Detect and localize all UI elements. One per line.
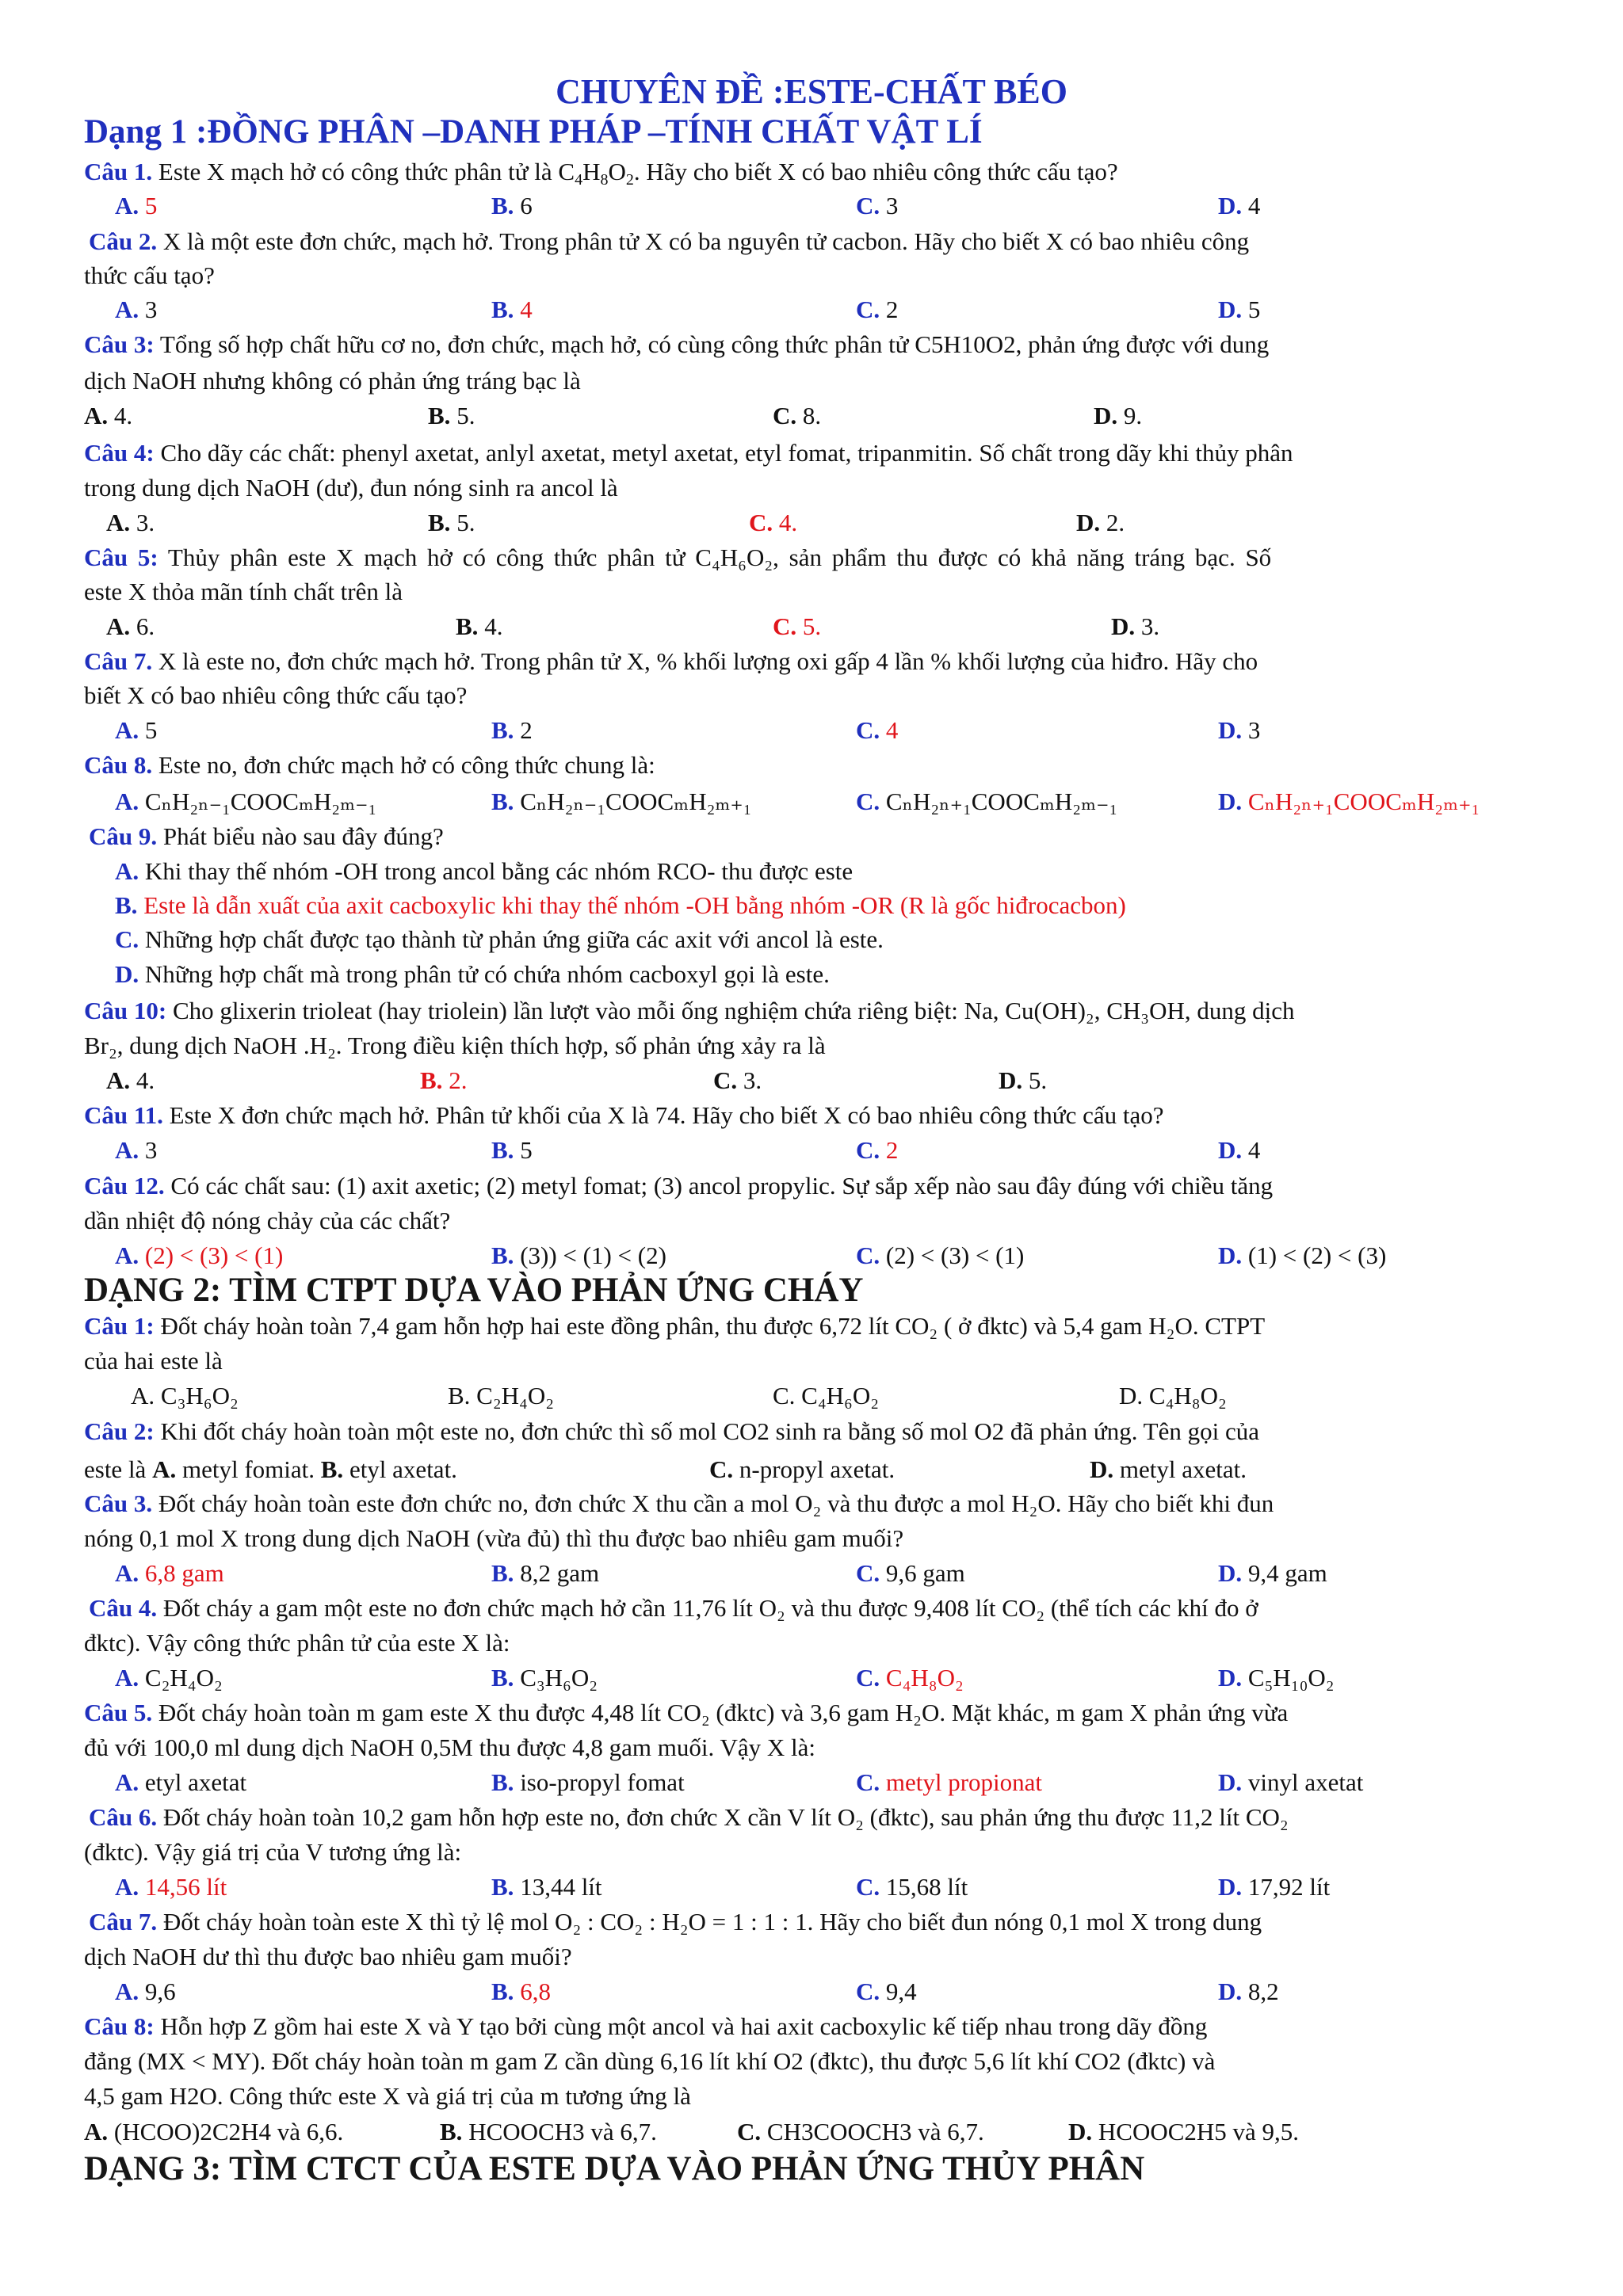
question-4: Câu 4: Cho dãy các chất: phenyl axetat, anlyl axetat, metyl axetat, etyl fomat, tripanmitin. Số chất trong dãy khi thủy phân: [84, 439, 1293, 467]
options-row: [0, 1238, 1623, 1272]
option-b: B. 13,44 lít: [491, 1873, 602, 1901]
option-c: C. C₄H₆O₂: [773, 1382, 880, 1409]
question-5-cont: este X thỏa mãn tính chất trên là: [84, 578, 403, 605]
options-row: [0, 292, 1623, 326]
option-c: C. metyl propionat: [856, 1768, 1043, 1796]
options-row: [0, 713, 1623, 747]
question-10-cont: Br₂, dung dịch NaOH .H₂. Trong điều kiện thích hợp, số phản ứng xảy ra là: [84, 1032, 826, 1059]
d2-question-6-cont: (đktc). Vậy giá trị của V tương ứng là:: [84, 1838, 462, 1866]
question-label: Câu 1.: [84, 158, 153, 185]
d2-question-8: Câu 8: Hỗn hợp Z gồm hai este X và Y tạo bởi cùng một ancol và hai axit cacboxylic kế tiếp nhau trong dãy đồng: [84, 2012, 1208, 2040]
option-c: C. 2: [856, 296, 899, 323]
option-a: este là A. metyl fomiat. B. etyl axetat.: [84, 1455, 457, 1483]
option-b: B. 2.: [420, 1066, 468, 1094]
question-4-cont: trong dung dịch NaOH (dư), đun nóng sinh ra ancol là: [84, 474, 618, 502]
option-a: A. 9,6: [115, 1978, 176, 2005]
option-d: D. (1) < (2) < (3): [1218, 1241, 1387, 1269]
option-c: C. 4: [856, 716, 899, 744]
d2-question-3: Câu 3. Đốt cháy hoàn toàn este đơn chức no, đơn chức X thu cần a mol O₂ và thu được a mol H₂O. Hãy cho biết khi đun: [84, 1489, 1274, 1517]
option-a: A. etyl axetat: [115, 1768, 247, 1796]
option-d: D. vinyl axetat: [1218, 1768, 1364, 1796]
option-d: D. 17,92 lít: [1218, 1873, 1331, 1901]
option-c: C. 15,68 lít: [856, 1873, 968, 1901]
options-row: [0, 1661, 1623, 1695]
d2-question-4-cont: đktc). Vậy công thức phân tử của este X là:: [84, 1629, 510, 1657]
option-c: C. 4.: [749, 509, 798, 536]
statement-a: A. Khi thay thế nhóm -OH trong ancol bằng các nhóm RCO- thu được este: [115, 857, 854, 885]
option-c: C. (2) < (3) < (1): [856, 1241, 1025, 1269]
options-row: [0, 505, 1623, 540]
option-c: C. 9,6 gam: [856, 1559, 965, 1587]
option-a: A. 3: [115, 1136, 158, 1164]
option-a: A. 3.: [106, 509, 155, 536]
option-d: D. 9,4 gam: [1218, 1559, 1327, 1587]
option-a: A. 4.: [106, 1066, 155, 1094]
d2-question-8-cont: đẳng (MX < MY). Đốt cháy hoàn toàn m gam Z cần dùng 6,16 lít khí O2 (đktc), thu được 5,6 lít khí CO2 (đktc) và: [84, 2047, 1216, 2075]
option-c: C. 8.: [773, 402, 822, 429]
d2-question-7-cont: dịch NaOH dư thì thu được bao nhiêu gam muối?: [84, 1943, 572, 1970]
option-a: A. (2) < (3) < (1): [115, 1241, 284, 1269]
question-3: Câu 3: Tổng số hợp chất hữu cơ no, đơn chức, mạch hở, có cùng công thức phân tử C5H10O2, phản ứng được với dung: [84, 330, 1270, 358]
d2-question-2: Câu 2: Khi đốt cháy hoàn toàn một este no, đơn chức thì số mol CO2 sinh ra bằng số mol O2 đã phản ứng. Tên gọi của: [84, 1417, 1259, 1445]
option-a: A. 5: [115, 716, 158, 744]
option-a: A. 6.: [106, 612, 155, 640]
question-3-cont: dịch NaOH nhưng không có phản ứng tráng bạc là: [84, 367, 581, 395]
d2-question-5: Câu 5. Đốt cháy hoàn toàn m gam este X thu được 4,48 lít CO₂ (đktc) và 3,6 gam H₂O. Mặt khác, m gam X phản ứng vừa: [84, 1699, 1289, 1726]
option-c: C. CH3COOCH3 và 6,7.: [737, 2118, 984, 2145]
d2-question-1-cont: của hai este là: [84, 1347, 223, 1375]
question-2-cont: thức cấu tạo?: [84, 261, 215, 289]
options-row: [0, 609, 1623, 643]
option-b: B. 2: [491, 716, 533, 744]
d2-question-5-cont: đủ với 100,0 ml dung dịch NaOH 0,5M thu được 4,8 gam muối. Vậy X là:: [84, 1733, 815, 1761]
options-row: [0, 1379, 1623, 1413]
option-b: B. 8,2 gam: [491, 1559, 600, 1587]
question-2: Câu 2. X là một este đơn chức, mạch hở. Trong phân tử X có ba nguyên tử cacbon. Hãy cho biết X có bao nhiêu công: [89, 227, 1250, 255]
option-a: A. (HCOO)2C2H4 và 6,6.: [84, 2118, 344, 2145]
option-a: A. 5: [115, 192, 158, 219]
question-9: Câu 9. Phát biểu nào sau đây đúng?: [89, 822, 444, 850]
d2-question-8-cont2: 4,5 gam H2O. Công thức este X và giá trị của m tương ứng là: [84, 2082, 691, 2110]
options-row: [0, 1870, 1623, 1904]
options-row: [0, 1063, 1623, 1097]
option-d: D. 4: [1218, 1136, 1261, 1164]
option-c: C. 3.: [713, 1066, 762, 1094]
d2-question-2-options: [0, 1452, 1623, 1486]
question-10: Câu 10: Cho glixerin trioleat (hay triolein) lần lượt vào mỗi ống nghiệm chứa riêng biệt: Na, Cu(OH)₂, CH₃OH, dung dịch: [84, 997, 1295, 1024]
statement-c: C. Những hợp chất được tạo thành từ phản ứng giữa các axit với ancol là este.: [115, 925, 884, 953]
option-b: B. 6: [491, 192, 533, 219]
d2-question-4: Câu 4. Đốt cháy a gam một este no đơn chức mạch hở cần 11,76 lít O₂ và thu được 9,408 lít CO₂ (thể tích các khí đo ở: [89, 1594, 1258, 1622]
option-d: D. 4: [1218, 192, 1261, 219]
option-b: B. 4: [491, 296, 533, 323]
option-b: B. HCOOCH3 và 6,7.: [440, 2118, 657, 2145]
option-d: D. HCOOC2H5 và 9,5.: [1068, 2118, 1300, 2145]
option-c: C. 9,4: [856, 1978, 917, 2005]
option-a: A. CₙH₂ₙ₋₁COOCₘH₂ₘ₋₁: [115, 788, 377, 815]
question-12-cont: dần nhiệt độ nóng chảy của các chất?: [84, 1207, 451, 1234]
question-1: Câu 1. Este X mạch hở có công thức phân tử là $C_4H_8O_2$. Hãy cho biết X có bao nhiêu công thức cấu tạo?: [84, 158, 1118, 189]
d2-question-1: Câu 1: Đốt cháy hoàn toàn 7,4 gam hỗn hợp hai este đồng phân, thu được 6,72 lít CO₂ ( ở đktc) và 5,4 gam H₂O. CTPT: [84, 1312, 1266, 1340]
option-d: D. CₙH₂ₙ₊₁COOCₘH₂ₘ₊₁: [1218, 788, 1480, 815]
option-d: D. 8,2: [1218, 1978, 1279, 2005]
d2-question-7: Câu 7. Đốt cháy hoàn toàn este X thì tỷ lệ mol O₂ : CO₂ : H₂O = 1 : 1 : 1. Hãy cho biết đun nóng 0,1 mol X trong dung: [89, 1908, 1262, 1936]
option-b: B. 5.: [428, 509, 475, 536]
statement-b: B. Este là dẫn xuất của axit cacboxylic khi thay thế nhóm -OH bằng nhóm -OR (R là gốc hiđrocacbon): [115, 891, 1126, 919]
option-a: A. C₂H₄O₂: [115, 1664, 223, 1691]
option-d: D. 2.: [1076, 509, 1125, 536]
d2-question-6: Câu 6. Đốt cháy hoàn toàn 10,2 gam hỗn hợp este no, đơn chức X cần V lít O₂ (đktc), sau phản ứng thu được 11,2 lít CO₂: [89, 1803, 1289, 1831]
section-heading-3: DẠNG 3: TÌM CTCT CỦA ESTE DỰA VÀO PHẢN ỨNG THỦY PHÂN: [84, 2150, 1145, 2187]
option-b: B. iso-propyl fomat: [491, 1768, 685, 1796]
option-a: A. 4.: [84, 402, 133, 429]
question-8: Câu 8. Este no, đơn chức mạch hở có công thức chung là:: [84, 751, 655, 779]
option-c: C. CₙH₂ₙ₊₁COOCₘH₂ₘ₋₁: [856, 788, 1118, 815]
option-d: D. metyl axetat.: [1090, 1455, 1247, 1483]
question-7-cont: biết X có bao nhiêu công thức cấu tạo?: [84, 681, 468, 709]
options-row: [0, 1765, 1623, 1799]
options-row: [0, 2115, 1623, 2149]
options-row: [0, 399, 1623, 433]
option-d: D. C₄H₈O₂: [1119, 1382, 1227, 1409]
option-b: B. 5: [491, 1136, 533, 1164]
question-7: Câu 7. X là este no, đơn chức mạch hở. Trong phân tử X, % khối lượng oxi gấp 4 lần % khối lượng của hiđro. Hãy cho: [84, 647, 1258, 675]
document-title: CHUYÊN ĐỀ :ESTE-CHẤT BÉO: [556, 72, 1067, 111]
option-c: C. 5.: [773, 612, 822, 640]
option-d: D. 5: [1218, 296, 1261, 323]
options-row: [0, 784, 1623, 818]
option-a: A. 3: [115, 296, 158, 323]
options-row: [0, 189, 1623, 223]
option-c: C. 3: [856, 192, 899, 219]
section-heading-2: DẠNG 2: TÌM CTPT DỰA VÀO PHẢN ỨNG CHÁY: [84, 1272, 864, 1309]
statement-d: D. Những hợp chất mà trong phân tử có chứa nhóm cacboxyl gọi là este.: [115, 960, 830, 988]
section-heading-1: Dạng 1 :ĐỒNG PHÂN –DANH PHÁP –TÍNH CHẤT VẬT LÍ: [84, 113, 983, 151]
option-d: D. 9.: [1094, 402, 1143, 429]
option-b: B. C₃H₆O₂: [491, 1664, 598, 1691]
option-b: B. 5.: [428, 402, 475, 429]
option-c: C. C₄H₈O₂: [856, 1664, 964, 1691]
option-b: B. 4.: [456, 612, 503, 640]
question-5: Câu 5: Thủy phân este X mạch hở có công thức phân tử C₄H₆O₂, sản phẩm thu được có khả năng tráng bạc. Số: [84, 543, 1272, 571]
d2-question-3-cont: nóng 0,1 mol X trong dung dịch NaOH (vừa đủ) thì thu được bao nhiêu gam muối?: [84, 1524, 904, 1552]
options-row: [0, 1133, 1623, 1167]
option-c: C. 2: [856, 1136, 899, 1164]
question-12: Câu 12. Có các chất sau: (1) axit axetic; (2) metyl fomat; (3) ancol propylic. Sự sắp xếp nào sau đây đúng với chiều tăng: [84, 1172, 1274, 1199]
options-row: [0, 1556, 1623, 1590]
option-d: D. 3: [1218, 716, 1261, 744]
options-row: [0, 1974, 1623, 2008]
option-a: A. 6,8 gam: [115, 1559, 224, 1587]
option-b: B. C₂H₄O₂: [448, 1382, 555, 1409]
option-a: A. C₃H₆O₂: [131, 1382, 239, 1409]
option-b: B. CₙH₂ₙ₋₁COOCₘH₂ₘ₊₁: [491, 788, 752, 815]
option-b: B. (3)) < (1) < (2): [491, 1241, 666, 1269]
question-11: Câu 11. Este X đơn chức mạch hở. Phân tử khối của X là 74. Hãy cho biết X có bao nhiêu công thức cấu tạo?: [84, 1101, 1164, 1129]
option-d: D. C₅H₁₀O₂: [1218, 1664, 1335, 1691]
option-a: A. 14,56 lít: [115, 1873, 227, 1901]
option-b: B. 6,8: [491, 1978, 551, 2005]
option-c: C. n-propyl axetat.: [709, 1455, 896, 1483]
option-d: D. 5.: [999, 1066, 1048, 1094]
option-d: D. 3.: [1111, 612, 1160, 640]
